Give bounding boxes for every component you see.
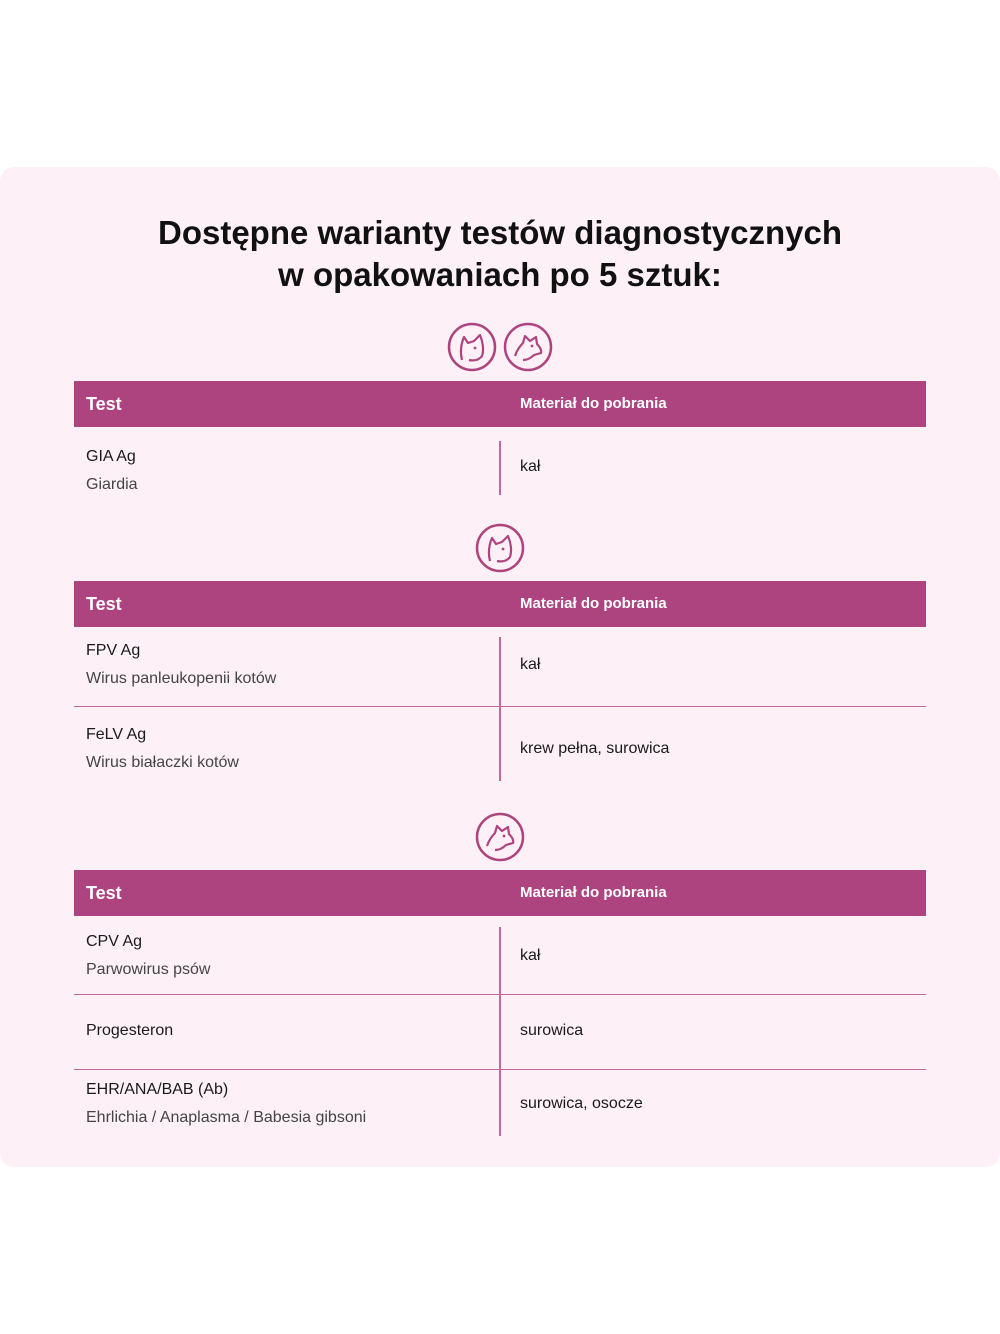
table-row	[74, 627, 926, 706]
column-divider	[499, 927, 501, 994]
test-name: GIA Ag	[86, 448, 136, 465]
table-row	[74, 994, 926, 1069]
header-test: Test	[86, 394, 122, 414]
page-title	[0, 212, 1000, 296]
header-material: Materiał do pobrania	[520, 884, 667, 901]
species-icons-cat-dog	[0, 322, 1000, 374]
column-divider	[499, 637, 501, 706]
cat-head-icon	[447, 322, 497, 372]
material-cell: kał	[520, 656, 541, 673]
header-material: Materiał do pobrania	[520, 595, 667, 612]
test-description: Wirus panleukopenii kotów	[86, 670, 277, 687]
test-cell	[86, 1021, 173, 1041]
material-cell: krew pełna, surowica	[520, 740, 670, 757]
column-divider	[499, 707, 501, 781]
test-name: FPV Ag	[86, 642, 141, 659]
table-header	[74, 870, 926, 916]
test-cell	[86, 447, 138, 495]
header-test: Test	[86, 883, 122, 903]
table-cat	[74, 581, 926, 781]
test-description: Ehrlichia / Anaplasma / Babesia gibsoni	[86, 1109, 367, 1126]
material-cell: kał	[520, 458, 541, 475]
test-name: CPV Ag	[86, 933, 143, 950]
test-cell	[86, 725, 239, 773]
title-line-1: Dostępne warianty testów diagnostycznych	[158, 214, 842, 251]
test-name: EHR/ANA/BAB (Ab)	[86, 1081, 229, 1098]
dog-head-icon	[503, 322, 553, 372]
cat-head-icon	[475, 523, 525, 573]
test-description: Parwowirus psów	[86, 961, 211, 978]
header-material: Materiał do pobrania	[520, 395, 667, 412]
table-header	[74, 381, 926, 427]
table-row	[74, 706, 926, 781]
table-row	[74, 916, 926, 994]
header-test: Test	[86, 594, 122, 614]
table-header	[74, 581, 926, 627]
test-description: Wirus białaczki kotów	[86, 754, 239, 771]
test-cell	[86, 1080, 366, 1128]
table-row	[74, 1069, 926, 1136]
column-divider	[499, 995, 501, 1069]
material-cell: surowica	[520, 1022, 584, 1039]
species-icons-cat	[0, 523, 1000, 575]
test-description: Giardia	[86, 476, 138, 493]
test-cell	[86, 932, 210, 980]
table-cat-dog	[74, 381, 926, 505]
column-divider	[499, 1070, 501, 1136]
species-icons-dog	[0, 812, 1000, 864]
material-cell: surowica, osocze	[520, 1095, 643, 1112]
dog-head-icon	[475, 812, 525, 862]
table-dog	[74, 870, 926, 1136]
test-name: FeLV Ag	[86, 726, 147, 743]
test-name: Progesteron	[86, 1022, 174, 1039]
test-cell	[86, 641, 276, 689]
title-line-2: w opakowaniach po 5 sztuk:	[278, 256, 722, 293]
column-divider	[499, 441, 501, 495]
material-cell: kał	[520, 947, 541, 964]
table-row	[74, 427, 926, 505]
